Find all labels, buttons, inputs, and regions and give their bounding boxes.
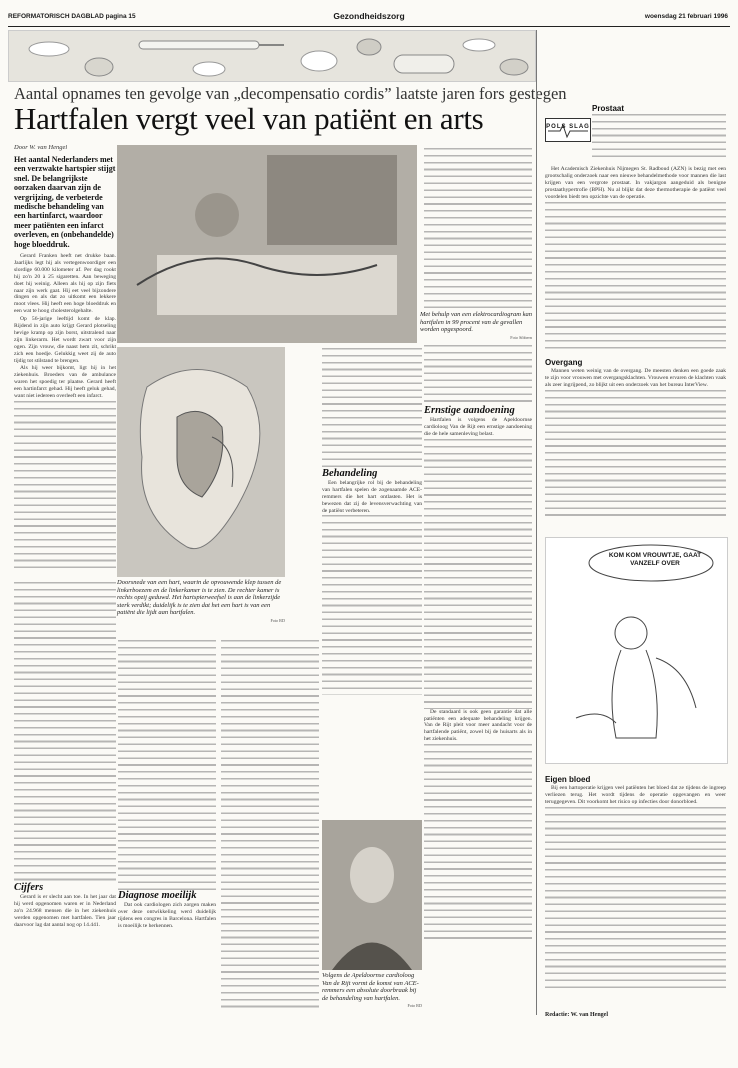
section-title: Gezondheidszorg <box>333 11 405 21</box>
column-text-continued <box>221 640 319 1012</box>
article-paragraph: De standaard is ook geen garantie dat alle patiënten een adequate behandeling krijgen. Van de Rijt pleit voor meer aandacht voor de hartfalende patiënt, zowel bij de huisarts als in het ziekenhuis. <box>424 708 532 743</box>
cartoon <box>545 537 728 764</box>
article-column-1-lower <box>14 582 116 1012</box>
polsslag-logo <box>545 118 591 142</box>
article-paragraph: Op 56-jarige leeftijd komt de klap. Rijdend in zijn auto krijgt Gerard plotseling hevige kramp op zijn borst, uitstralend naar zijn linkerarm. Het wordt zwart voor zijn ogen. Zijn vrouw, die naast hem zit, schrikt zich een hoedje. Gelukkig weet zij de auto tijdig tot stilstand te brengen. <box>14 316 116 364</box>
article-paragraph: Als hij weer bijkomt, ligt hij in het ziekenhuis. Broeders van de ambulance waren het spoedig ter plaatse. Gerard heeft een hartinfarct gehad. Hij heeft geluk gehad, want niet iedereen overleeft een infarct. <box>14 365 116 400</box>
subheading-cijfers: Cijfers <box>14 882 44 893</box>
column-text-continued <box>545 390 726 520</box>
column-text-continued <box>592 114 726 162</box>
banner-photo-pills <box>8 30 536 82</box>
sidebar-prostaat-body <box>545 166 726 356</box>
article-column-5-upper <box>424 148 532 308</box>
sidebar-prostaat-top <box>592 104 726 162</box>
photo-cardiologist-caption <box>322 972 422 1010</box>
sidebar-divider <box>536 30 537 1015</box>
article-paragraph: Gerard is er slecht aan toe. In het jaar dat hij werd opgenomen waren er in Nederland zo'n 24.968 mensen die in het ziekenhuis werden opgenomen met hartfalen. Tien jaar daarvoor lag dat aantal nog op 14.441. <box>14 893 116 928</box>
portrait-illustration <box>322 820 422 970</box>
sidebar-paragraph: Bij een hartoperatie krijgen veel patiënten het bloed dat ze tijdens de ingreep verliezen terug. Het wordt tijdens de operatie opgevangen en weer teruggegeven. Dit voorkomt het risico op infecties door donorbloed. <box>545 784 726 805</box>
column-text-continued <box>545 202 726 352</box>
article-kicker: Aantal opnames ten gevolge van „decompensatio cordis” laatste jaren fors gestegen <box>14 84 567 103</box>
column-text-continued <box>14 401 116 573</box>
article-headline: Hartfalen vergt veel van patiënt en arts <box>14 101 484 136</box>
column-text-continued <box>424 439 532 709</box>
photo-heart-caption-text: Doorsnede van een hart, waarin de opvouwende klep tussen de linkerboezem en de linkerkamer is te zien. De rechter kamer is rechts opzij geduwd. Het hartspierweefsel is aan de linkerzijde sterk verdikt; duidelijk is te zien dat het een hart is van een patiënt die lijdt aan hartfalen. <box>117 579 282 617</box>
article-paragraph: Dat ook cardiologen zich zorgen maken over deze ontwikkeling werd duidelijk tijdens een congres in Barcelona. Hartfalen is moeilijk te herkennen. <box>118 901 216 929</box>
sidebar-eigen-bloed <box>545 775 726 1012</box>
article-paragraph: Gerard Franken heeft net drukke baan. Jaarlijks legt hij als vertegenwoordiger een slordige 60.000 kilometer af. Per dag rookt hij zo'n 20 à 25 sigaretten. Aan beweging doet hij weinig. Alleen als hij op zijn fiets naar zijn werk gaat. Hij eet veel bijzondere dingen en als dat zo uitkomt een lekkere moot vlees. Hij heeft een hoge bloeddruk en een wat te hoog cholesterolgehalte. <box>14 252 116 315</box>
subheading-aandoening: Ernstige aandoening <box>424 405 515 416</box>
photo-ecg-patient <box>117 145 417 343</box>
photo-ecg-credit: Foto Sibbern <box>510 334 532 340</box>
subheading-diagnose: Diagnose moeilijk <box>118 890 197 901</box>
column-text-continued <box>118 640 216 890</box>
article-column-5 <box>424 345 532 1013</box>
column-text-continued <box>545 807 726 992</box>
issue-date: woensdag 21 februari 1996 <box>644 13 728 20</box>
article-lead: Het aantal Nederlanders met een verzwakte hartspier stijgt snel. De belangrijkste oorzaken daarvan zijn de vergrijzing, de verbeterde medische behandeling van een hartinfarct, waardoor meer patiënten een infarct overleven, en (onbehandelde) hoge bloeddruk. <box>14 154 116 249</box>
photo-ecg-caption-text: Met behulp van een elektrocardiogram kan hartfalen in 99 procent van de gevallen worden opgespoord. <box>420 311 532 334</box>
column-text-continued <box>14 582 116 882</box>
photo-cardiologist <box>322 820 422 970</box>
article-paragraph: Een belangrijke rol bij de behandeling van hartfalen spelen de zogenaamde ACE-remmers die het hart ontlasten. Het is bewezen dat zij de levensverwachting van de patiënt verbeteren. <box>322 479 422 514</box>
sidebar-overgang <box>545 358 726 533</box>
column-text-continued <box>424 345 532 405</box>
newspaper-source: REFORMATORISCH DAGBLAD pagina 15 <box>8 13 136 20</box>
article-column-1 <box>14 145 116 573</box>
sidebar-paragraph: Het Academisch Ziekenhuis Nijmegen St. Radboud (AZN) is bezig met een grootschalig onderzoek naar een nieuwe behandelmethode voor mannen die last krijgen van een vergrote prostaat. In vakjargon aangeduid als benigne prostaathypertrofie (BPH). Nu al blijkt dat deze thermotherapie de patiënt veel voordelen biedt ten opzichte van de operatie. <box>545 166 726 200</box>
article-paragraph: Hartfalen is volgens de Apeldoornse cardioloog Van de Rijt een ernstige aandoening die de hele samenleving belast. <box>424 416 532 437</box>
photo-heart-credit: Foto RD <box>270 617 285 623</box>
photo-heart-caption <box>117 579 285 625</box>
photo-heart-cross-section <box>117 347 285 577</box>
ecg-illustration <box>117 145 417 343</box>
polsslag-logo-text: POLS SLAG <box>546 124 590 130</box>
sidebar-paragraph: Mannen weten weinig van de overgang. De meesten denken een goede zaak te zijn voor vrouwen met overgangsklachten. Vrouwen ervaren de klachten vaak als zeer ingrijpend, zo blijkt uit een onderzoek van het bureau InterView. <box>545 367 726 388</box>
column-text-continued <box>424 148 532 308</box>
subheading-behandeling: Behandeling <box>322 468 378 479</box>
article-byline: Door W. van Hengel <box>14 145 68 151</box>
sidebar-prostaat-title: Prostaat <box>592 104 625 113</box>
sidebar-overgang-title: Overgang <box>545 358 583 367</box>
header-rule <box>8 26 730 27</box>
photo-cardiologist-credit: Foto RD <box>407 1003 422 1009</box>
cartoon-caption: KOM KOM VROUWTJE, GAAT VANZELF OVER <box>608 552 702 567</box>
cartoon-drawing <box>546 538 727 763</box>
article-column-3 <box>221 640 319 1012</box>
column-text-continued <box>424 744 532 944</box>
column-text-continued <box>322 515 422 695</box>
photo-cardiologist-caption-text: Volgens de Apeldoornse cardioloog Van de Rijt vormt de komst van ACE-remmers een absolute doorbraak bij de behandeling van hartfalen. <box>322 972 419 1002</box>
heartbeat-icon <box>546 119 590 141</box>
article-column-2 <box>118 640 216 1012</box>
heart-illustration <box>117 347 285 577</box>
pills-illustration <box>9 31 535 81</box>
photo-ecg-caption <box>420 311 532 341</box>
sidebar-eigen-bloed-title: Eigen bloed <box>545 775 591 784</box>
column-text-continued <box>322 348 422 468</box>
sidebar-signature: Redactie: W. van Hengel <box>545 1012 608 1018</box>
